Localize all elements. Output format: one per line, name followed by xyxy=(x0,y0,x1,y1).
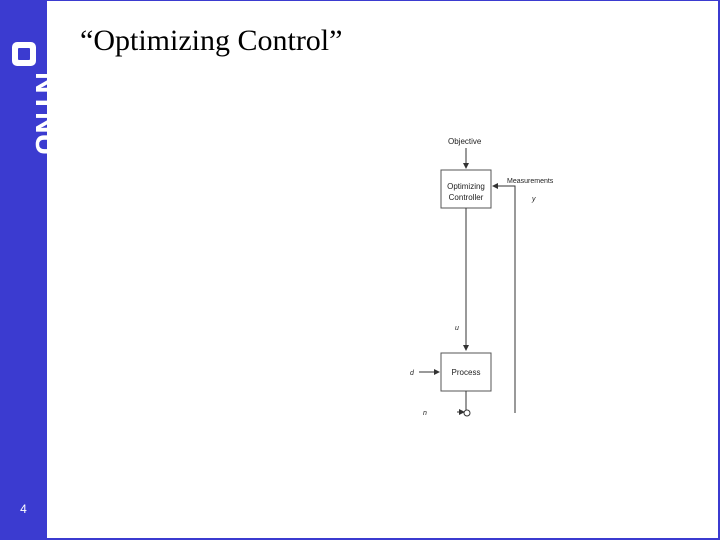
page-number: 4 xyxy=(20,502,27,516)
measurements-label: Measurements xyxy=(507,178,554,185)
brand-text: NTNU xyxy=(29,72,62,156)
controller-label-line1: Optimizing xyxy=(447,182,485,191)
control-diagram xyxy=(395,128,585,423)
n-label: n xyxy=(423,410,427,417)
slide-title: “Optimizing Control” xyxy=(80,24,343,57)
controller-label-line2: Controller xyxy=(448,193,484,202)
frame-top xyxy=(47,0,720,1)
d-label: d xyxy=(410,370,414,377)
measurements-symbol: y xyxy=(532,196,536,203)
process-label: Process xyxy=(451,368,481,377)
ntnu-logo xyxy=(0,30,62,180)
u-label: u xyxy=(455,325,459,332)
objective-label: Objective xyxy=(448,137,482,146)
measurement-feedback-line xyxy=(493,186,515,413)
sidebar xyxy=(0,0,62,540)
sum-junction xyxy=(464,410,470,416)
